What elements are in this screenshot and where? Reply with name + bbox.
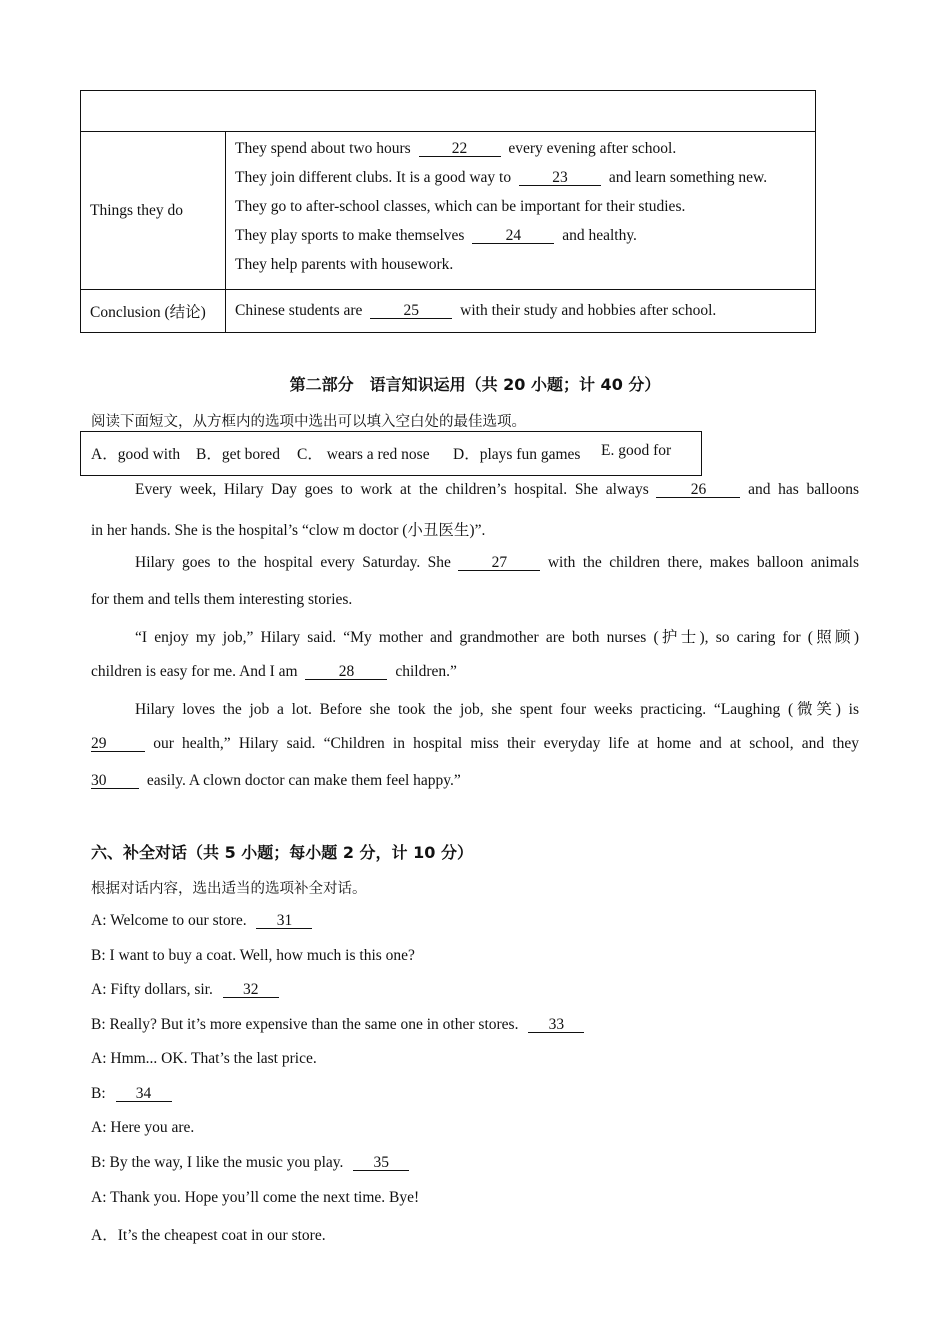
passage-line-6: children is easy for me. And I am 28 children.” [91, 663, 457, 680]
blank-27[interactable]: 27 [458, 555, 540, 571]
blank-29[interactable]: 29 [91, 736, 145, 752]
passage-line-5: “I enjoy my job,” Hilary said. “My mother and grandmother are both nurses (护士), so caring for (照顾) [135, 629, 859, 646]
blank-34[interactable]: 34 [116, 1086, 172, 1102]
blank-25[interactable]: 25 [370, 303, 452, 319]
option-c: C． wears a red nose [297, 446, 430, 463]
passage-line-7: Hilary loves the job a lot. Before she took the job, she spent four weeks practicing. “Laughing (微笑) is [135, 701, 859, 718]
part2-heading: 第二部分 语言知识运用（共 20 小题；计 40 分） [289, 375, 661, 394]
table-things-row [81, 132, 816, 290]
blank-26[interactable]: 26 [656, 482, 740, 498]
blank-30[interactable]: 30 [91, 773, 139, 789]
things-line-5: They help parents with housework. [235, 256, 454, 273]
options-box [80, 431, 702, 476]
things-line-1: They spend about two hours 22 every evening after school. [235, 140, 677, 157]
answer-option-a: A．It’s the cheapest coat in our store. [91, 1227, 326, 1244]
things-label: Things they do [90, 201, 183, 219]
blank-33[interactable]: 33 [528, 1017, 584, 1033]
things-content-cell [226, 132, 816, 290]
option-b: B．get bored [196, 446, 280, 463]
blank-28[interactable]: 28 [305, 664, 387, 680]
option-e: E. good for [601, 442, 672, 459]
passage-line-1: Every week, Hilary Day goes to work at the children’s hospital. She always 26 and has balloons [135, 481, 860, 498]
part6-heading: 六、补全对话（共 5 小题；每小题 2 分，计 10 分） [91, 843, 473, 862]
option-d: D．plays fun games [453, 446, 581, 463]
info-table [80, 90, 816, 333]
dialogue-line-5: A: Hmm... OK. That’s the last price. [91, 1050, 317, 1067]
things-line-3: They go to after-school classes, which can be important for their studies. [235, 198, 686, 215]
blank-24[interactable]: 24 [472, 228, 554, 244]
blank-23[interactable]: 23 [519, 170, 601, 186]
passage-line-2: in her hands. She is the hospital’s “clow m doctor (小丑医生)”. [91, 522, 486, 539]
dialogue-line-1: A: Welcome to our store. 31 [91, 912, 312, 930]
dialogue-line-6: B: 34 [91, 1085, 172, 1103]
dialogue-line-8: B: By the way, I like the music you play. 35 [91, 1154, 409, 1172]
dialogue-line-3: A: Fifty dollars, sir. 32 [91, 981, 279, 999]
blank-31[interactable]: 31 [256, 913, 312, 929]
blank-35[interactable]: 35 [353, 1155, 409, 1171]
conclusion-label: Conclusion (结论) [90, 304, 206, 321]
passage-line-9: 30 easily. A clown doctor can make them feel happy.” [91, 772, 461, 789]
part2-instruction: 阅读下面短文，从方框内的选项中选出可以填入空白处的最佳选项。 [91, 414, 526, 430]
things-line-2: They join different clubs. It is a good way to 23 and learn something new. [235, 169, 768, 186]
table-empty-cell [81, 91, 816, 132]
dialogue-line-9: A: Thank you. Hope you’ll come the next time. Bye! [91, 1189, 420, 1206]
part6-instruction: 根据对话内容，选出适当的选项补全对话。 [91, 881, 367, 897]
conclusion-content-cell: Chinese students are 25 with their study and hobbies after school. [226, 290, 816, 333]
blank-32[interactable]: 32 [223, 982, 279, 998]
table-conclusion-row [81, 290, 816, 333]
option-a: A．good with [91, 446, 181, 463]
blank-22[interactable]: 22 [419, 141, 501, 157]
dialogue-line-7: A: Here you are. [91, 1119, 195, 1136]
things-label-cell [81, 132, 226, 290]
things-line-4: They play sports to make themselves 24 and healthy. [235, 227, 637, 244]
passage-line-4: for them and tells them interesting stories. [91, 591, 353, 608]
table-empty-row [81, 91, 816, 132]
dialogue-line-2: B: I want to buy a coat. Well, how much is this one? [91, 947, 415, 964]
passage-line-3: Hilary goes to the hospital every Saturday. She 27 with the children there, makes balloon animals [135, 554, 860, 571]
dialogue-line-4: B: Really? But it’s more expensive than the same one in other stores. 33 [91, 1016, 584, 1034]
conclusion-label-cell [81, 290, 226, 333]
passage-line-8: 29 our health,” Hilary said. “Children in hospital miss their everyday life at home and at school, and they [91, 735, 860, 752]
